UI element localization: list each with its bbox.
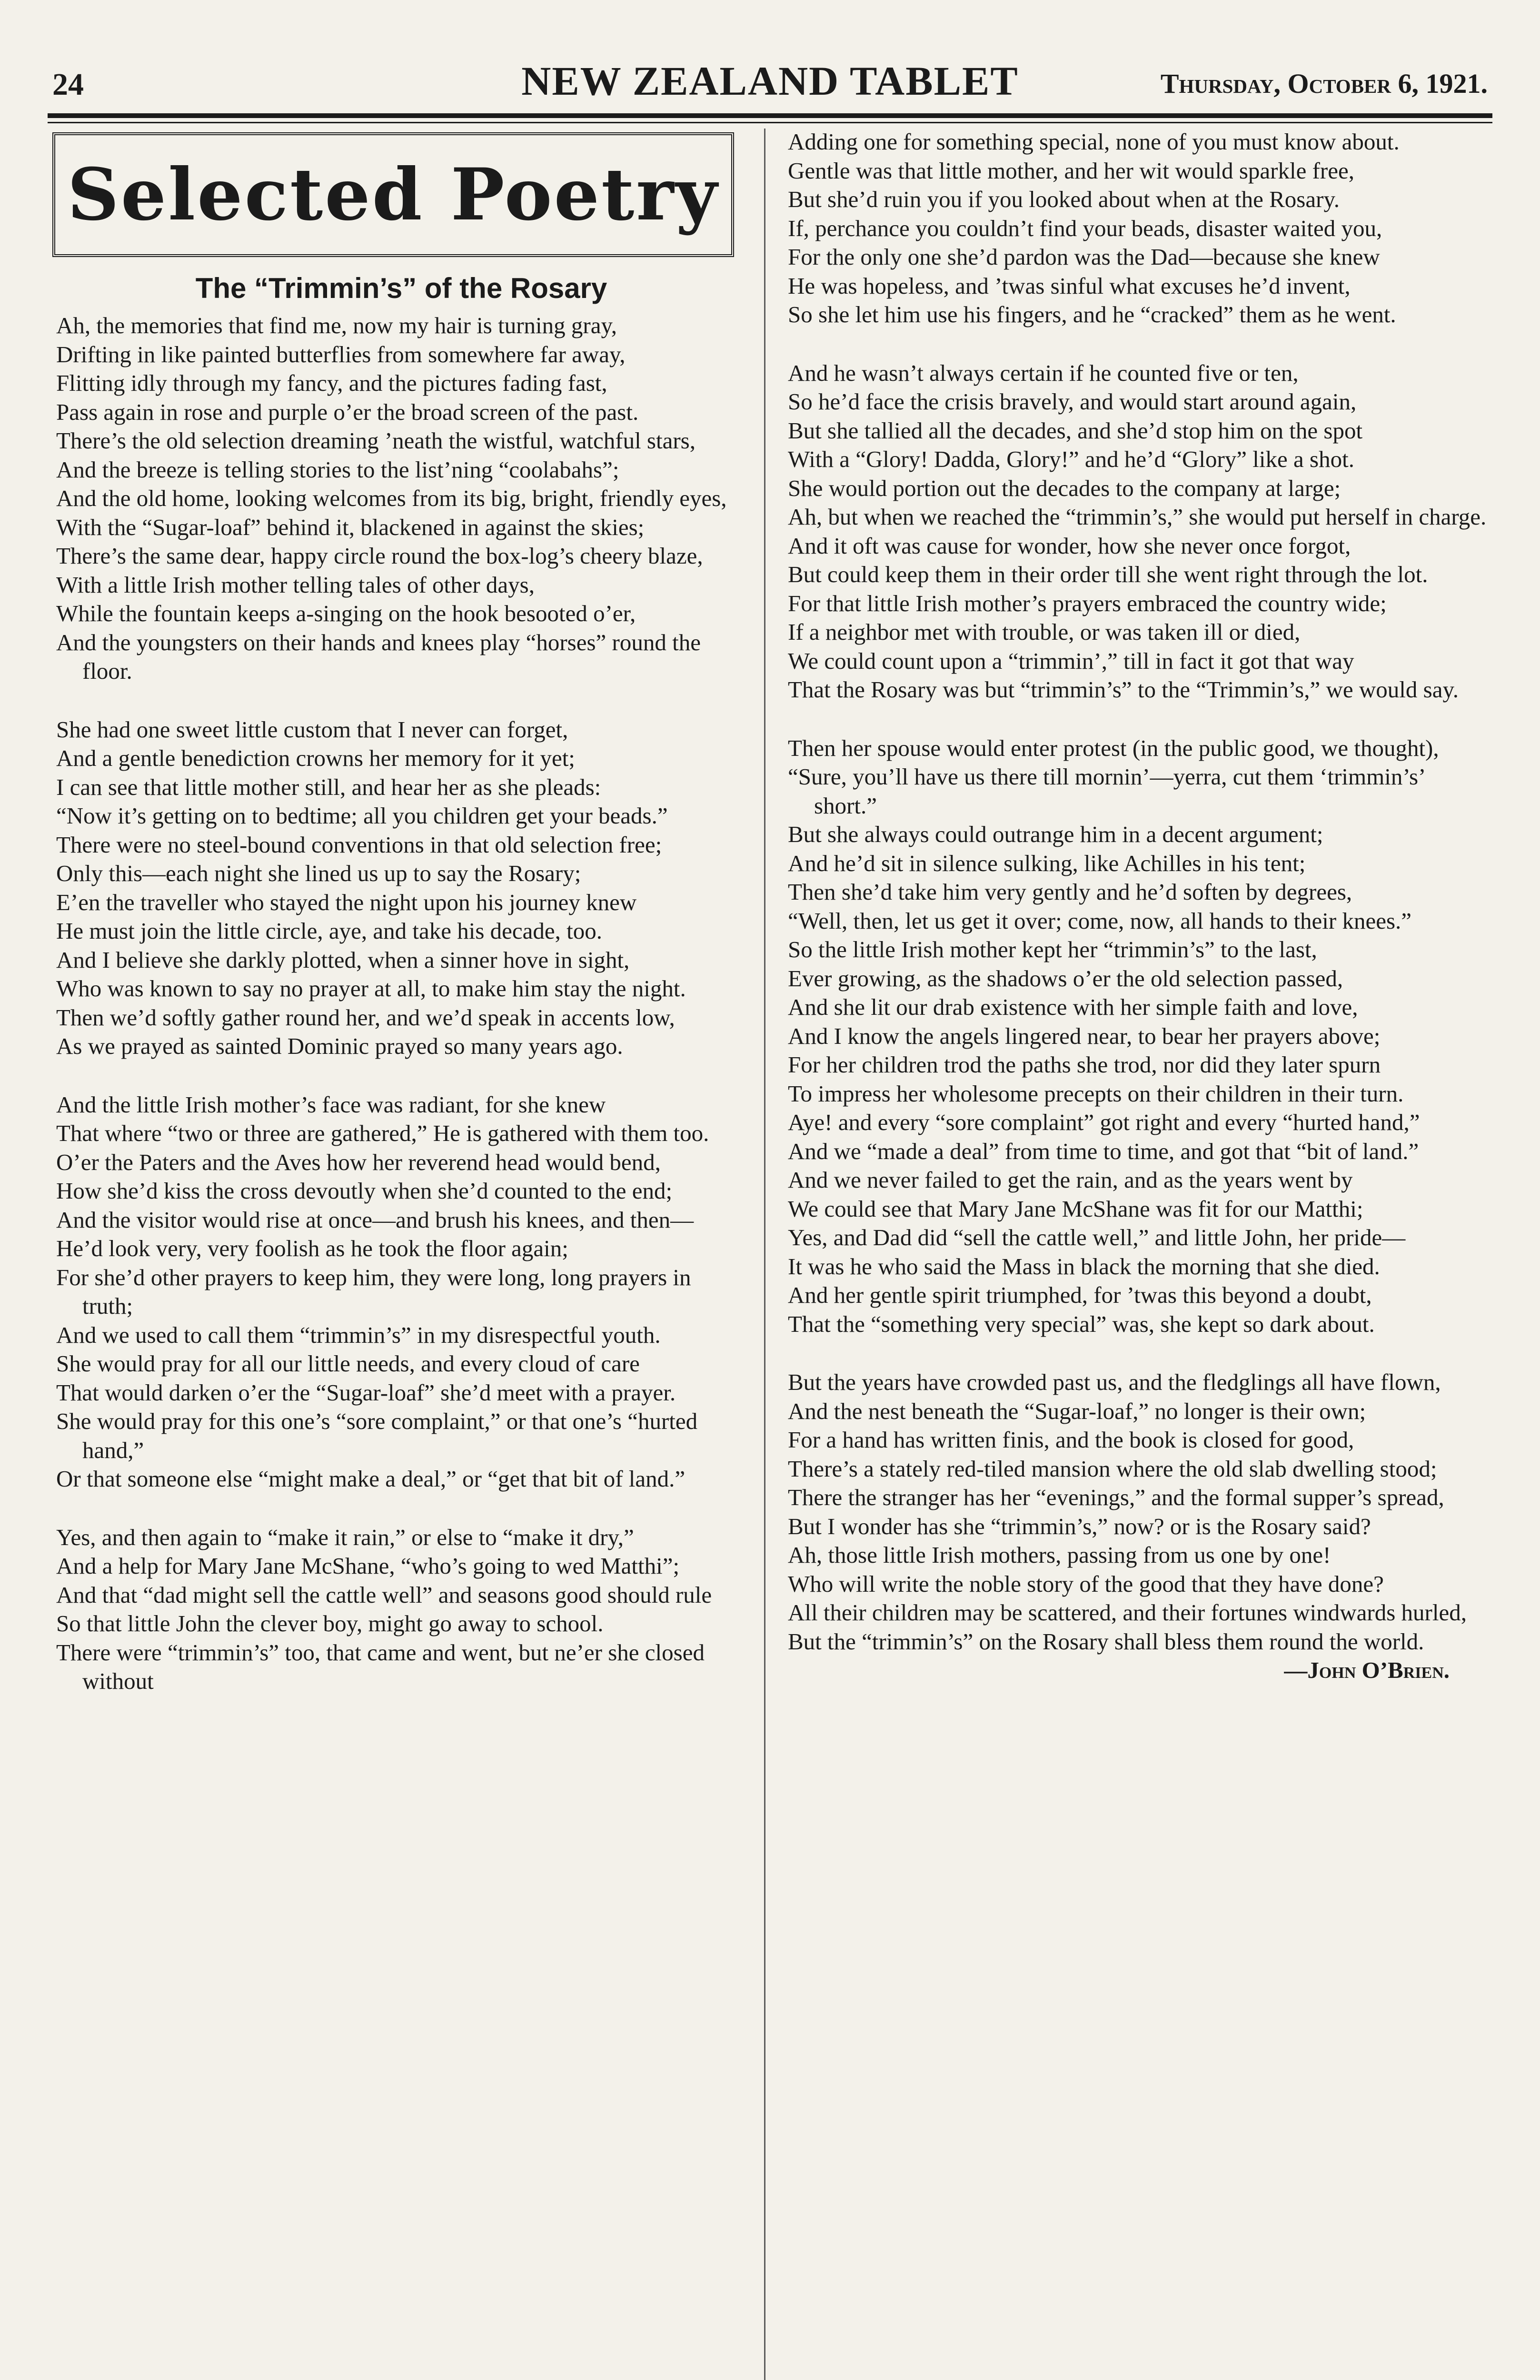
poem-line: How she’d kiss the cross devoutly when she’d counted to the end; (56, 1178, 673, 1204)
poem-line: Ah, the memories that find me, now my hair is turning gray, (56, 312, 617, 338)
section-heading-box (52, 132, 734, 257)
poem-author: —John O’Brien. (1284, 1657, 1450, 1683)
poem-line: And she lit our drab existence with her simple faith and love, (788, 994, 1358, 1020)
poem-line: Who will write the noble story of the good that they have done? (788, 1570, 1384, 1597)
poem-line: And I know the angels lingered near, to bear her prayers above; (788, 1022, 1381, 1049)
poem-line: As we prayed as sainted Dominic prayed so many years ago. (56, 1033, 623, 1059)
poem-line: Ever growing, as the shadows o’er the old selection passed, (788, 965, 1343, 992)
poem-line: And the little Irish mother’s face was radiant, for she knew (56, 1091, 606, 1118)
section-heading: Selected Poetry (67, 153, 719, 237)
poem-line: With a little Irish mother telling tales of other days, (56, 571, 535, 598)
poem-line: All their children may be scattered, and their fortunes windwards hurled, (788, 1599, 1467, 1626)
poem-line: I can see that little mother still, and hear her as she pleads: (56, 774, 601, 800)
poem-line: Pass again in rose and purple o’er the broad screen of the past. (56, 398, 639, 425)
stanza-break (56, 686, 746, 715)
poem-line: With the “Sugar-loaf” behind it, blackened in against the skies; (56, 514, 645, 540)
poem-line: And he wasn’t always certain if he counted five or ten, (788, 359, 1299, 386)
poem-line: She would pray for all our little needs, and every cloud of care (56, 1350, 640, 1377)
poem-line: There the stranger has her “evenings,” and the formal supper’s spread, (788, 1484, 1444, 1510)
poem-line: Only this—each night she lined us up to say the Rosary; (56, 860, 581, 886)
poem-line: Then she’d take him very gently and he’d soften by degrees, (788, 879, 1352, 905)
poem-line: We could count upon a “trimmin’,” till in fact it got that way (788, 647, 1354, 674)
poem-line: O’er the Paters and the Aves how her reverend head would bend, (56, 1149, 661, 1175)
poem-line: She would portion out the decades to the company at large; (788, 475, 1341, 501)
poem-line: With a “Glory! Dadda, Glory!” and he’d “Glory” like a shot. (788, 446, 1354, 472)
poem-line: It was he who said the Mass in black the morning that she died. (788, 1253, 1380, 1279)
stanza-break (56, 1494, 746, 1523)
poem-line: And we used to call them “trimmin’s” in my disrespectful youth. (56, 1321, 661, 1348)
poem-line: So the little Irish mother kept her “trimmin’s” to the last, (788, 936, 1317, 962)
poem-line: But she always could outrange him in a decent argument; (788, 821, 1323, 847)
poem-line: There were no steel-bound conventions in that old selection free; (56, 831, 662, 858)
poem-line: And her gentle spirit triumphed, for ’twas this beyond a doubt, (788, 1282, 1372, 1308)
poem-line: And the breeze is telling stories to the list’ning “coolabahs”; (56, 456, 619, 483)
poem-line: And he’d sit in silence sulking, like Achilles in his tent; (788, 850, 1306, 876)
poem-line: And the visitor would rise at once—and brush his knees, and then— (56, 1206, 694, 1233)
poem-line: Adding one for something special, none of you must know about. (788, 129, 1400, 155)
poem-line: For the only one she’d pardon was the Dad—because she knew (788, 244, 1380, 270)
poem-line: But she tallied all the decades, and she’d stop him on the spot (788, 417, 1363, 444)
issue-date: Thursday, October 6, 1921. (1160, 68, 1488, 99)
page-header (52, 57, 1488, 109)
poem-line: That the “something very special” was, she kept so dark about. (788, 1310, 1375, 1337)
poem-line: “Well, then, let us get it over; come, now, all hands to their knees.” (788, 907, 1412, 934)
poem-line: And that “dad might sell the cattle well” and seasons good should rule (56, 1581, 712, 1608)
poem-line: And we “made a deal” from time to time, and got that “bit of land.” (788, 1138, 1419, 1164)
poem-line: Or that someone else “might make a deal,” or “get that bit of land.” (56, 1466, 686, 1492)
poem-line: But the “trimmin’s” on the Rosary shall bless them round the world. (788, 1628, 1424, 1655)
poem-line: And a help for Mary Jane McShane, “who’s going to wed Matthi”; (56, 1553, 680, 1579)
poem-line: But I wonder has she “trimmin’s,” now? or is the Rosary said? (788, 1513, 1371, 1539)
poem-line: Who was known to say no prayer at all, to make him stay the night. (56, 975, 686, 1002)
poem-line: But could keep them in their order till she went right through the lot. (788, 561, 1428, 587)
poem-line: Ah, those little Irish mothers, passing from us one by one! (788, 1542, 1331, 1568)
poem-line: So he’d face the crisis bravely, and would start around again, (788, 388, 1357, 415)
poem-line: Flitting idly through my fancy, and the pictures fading fast, (56, 370, 607, 396)
poem-line: But she’d ruin you if you looked about when at the Rosary. (788, 186, 1340, 212)
poem-line: And it oft was cause for wonder, how she never once forgot, (788, 532, 1351, 559)
poem-line: We could see that Mary Jane McShane was fit for our Matthi; (788, 1195, 1363, 1222)
poem-line: Ah, but when we reached the “trimmin’s,” she would put herself in charge. (788, 504, 1487, 530)
header-rule-thick (48, 113, 1492, 118)
poem-line: Gentle was that little mother, and her wit would sparkle free, (788, 157, 1354, 184)
poem-line: There’s the old selection dreaming ’neath the wistful, watchful stars, (56, 427, 696, 454)
stanza-break (788, 329, 1492, 359)
poem-line: And the youngsters on their hands and knees play “horses” round the floor. (56, 629, 701, 684)
poem-line: So she let him use his fingers, and he “cracked” them as he went. (788, 301, 1396, 327)
poem-line: He was hopeless, and ’twas sinful what excuses he’d invent, (788, 272, 1351, 299)
poem-line: So that little John the clever boy, might go away to school. (56, 1610, 604, 1636)
poem-line: E’en the traveller who stayed the night upon his journey knew (56, 889, 637, 915)
poem-line: Aye! and every “sore complaint” got right and every “hurted hand,” (788, 1109, 1420, 1135)
poem-line: There’s a stately red-tiled mansion where the old slab dwelling stood; (788, 1455, 1437, 1482)
page-number: 24 (52, 67, 84, 102)
poem-line: That the Rosary was but “trimmin’s” to the “Trimmin’s,” we would say. (788, 676, 1459, 703)
poem-line: She would pray for this one’s “sore complaint,” or that one’s “hurted hand,” (56, 1408, 698, 1463)
poem-line: For her children trod the paths she trod, nor did they later spurn (788, 1051, 1381, 1078)
poem-line: And we never failed to get the rain, and as the years went by (788, 1167, 1353, 1193)
poem-title: The “Trimmin’s” of the Rosary (195, 272, 607, 304)
poem-line: Yes, and Dad did “sell the cattle well,” and little John, her pride— (788, 1224, 1406, 1250)
left-column (56, 131, 746, 1696)
column-divider (764, 129, 765, 2380)
stanza-break (788, 704, 1492, 734)
poem-line: For a hand has written finis, and the book is closed for good, (788, 1427, 1354, 1453)
stanza-break (56, 1061, 746, 1091)
poem-line: She had one sweet little custom that I never can forget, (56, 716, 568, 743)
poem-line: And the old home, looking welcomes from its big, bright, friendly eyes, (56, 485, 727, 511)
poem-line: But the years have crowded past us, and the fledglings all have flown, (788, 1369, 1441, 1395)
poem-line: For she’d other prayers to keep him, they were long, long prayers in truth; (56, 1264, 691, 1319)
poem-line: And I believe she darkly plotted, when a sinner hove in sight, (56, 946, 630, 973)
poem-line: While the fountain keeps a-singing on the hook besooted o’er, (56, 600, 636, 626)
poem-line: That would darken o’er the “Sugar-loaf” she’d meet with a prayer. (56, 1379, 676, 1406)
poem-line: “Sure, you’ll have us there till mornin’—yerra, cut them ‘trimmin’s’ short.” (788, 764, 1424, 819)
poem-line: There were “trimmin’s” too, that came and went, but ne’er she closed without (56, 1639, 705, 1694)
poem-line: If, perchance you couldn’t find your beads, disaster waited you, (788, 215, 1382, 241)
poem-line: There’s the same dear, happy circle round the box-log’s cheery blaze, (56, 543, 703, 569)
poem-line: “Now it’s getting on to bedtime; all you children get your beads.” (56, 803, 668, 829)
stanza-break (788, 1339, 1492, 1368)
poem-line: Yes, and then again to “make it rain,” or else to “make it dry,” (56, 1524, 634, 1550)
poem-right-text (788, 128, 1492, 1656)
poem-line: For that little Irish mother’s prayers embraced the country wide; (788, 590, 1387, 616)
poem-line: To impress her wholesome precepts on their children in their turn. (788, 1080, 1404, 1107)
masthead: NEW ZEALAND TABLET (521, 58, 1019, 104)
poem-line: Drifting in like painted butterflies from somewhere far away, (56, 341, 626, 367)
poem-line: Then we’d softly gather round her, and we’d speak in accents low, (56, 1004, 675, 1031)
poem-line: And a gentle benediction crowns her memory for it yet; (56, 745, 575, 771)
poem-line: He must join the little circle, aye, and take his decade, too. (56, 918, 603, 944)
poem-left-text (56, 311, 746, 1696)
poem-line: That where “two or three are gathered,” He is gathered with them too. (56, 1120, 709, 1146)
right-column (788, 128, 1492, 1685)
header-rule-thin (48, 122, 1492, 123)
poem-line: If a neighbor met with trouble, or was taken ill or died, (788, 619, 1301, 645)
poem-line: He’d look very, very foolish as he took the floor again; (56, 1235, 568, 1261)
poem-line: And the nest beneath the “Sugar-loaf,” no longer is their own; (788, 1398, 1366, 1424)
poem-line: Then her spouse would enter protest (in the public good, we thought), (788, 734, 1439, 761)
